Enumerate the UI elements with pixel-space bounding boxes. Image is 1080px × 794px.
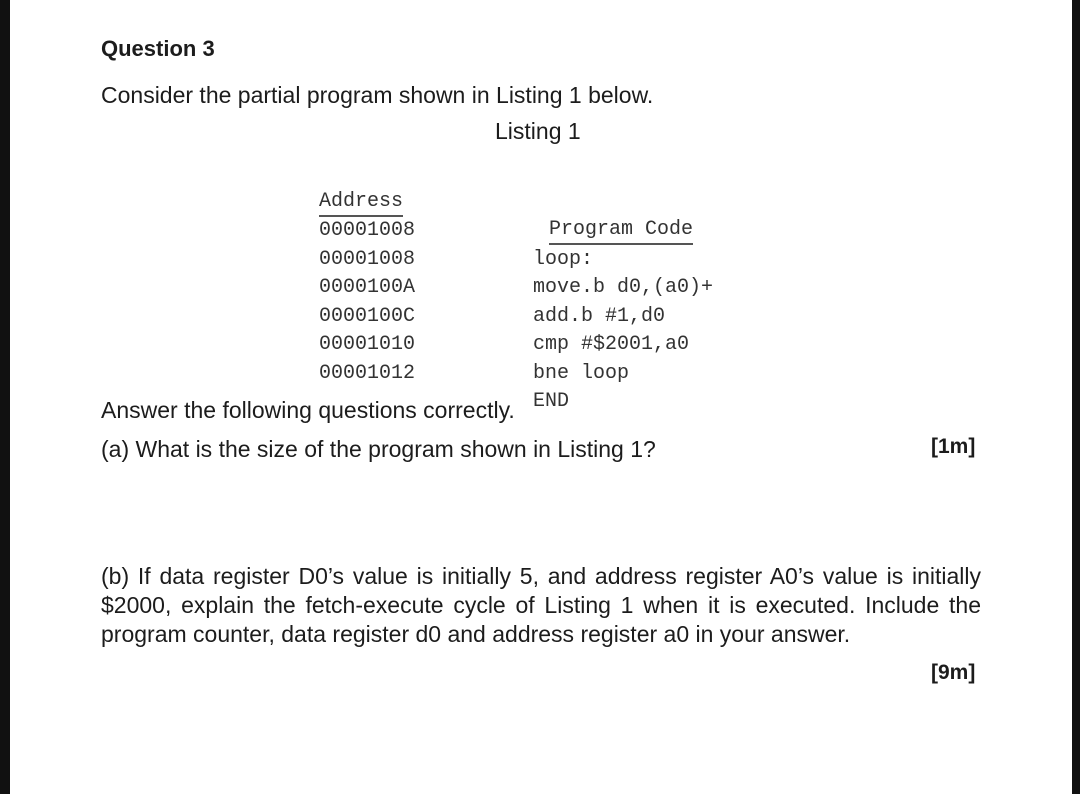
program-code-column-header: Program Code xyxy=(549,217,693,245)
listing-address: 00001008 xyxy=(319,219,416,242)
listing-address: 0000100C xyxy=(319,304,416,328)
answers-intro: Answer the following questions correctly. xyxy=(101,397,515,423)
question-a-marks: [1m] xyxy=(931,435,976,458)
question-b-text: (b) If data register D0’s value is initially 5, and address register A0’s value is initially $2000, explain the fetch-execute cycle of Listing 1 when it is executed. Include the program counter, data register d0 and address register a0 in your answer. xyxy=(101,563,981,647)
listing-address: 0000100A xyxy=(319,276,416,299)
listing-code: loop: xyxy=(533,247,594,271)
listing-code: cmp #$2001,a0 xyxy=(533,333,690,356)
listing-row xyxy=(319,331,570,413)
listing-caption: Listing 1 xyxy=(495,118,581,144)
document-page xyxy=(10,0,1072,794)
listing-code: END xyxy=(533,390,570,413)
listing-address: 00001008 xyxy=(319,247,416,271)
listing-code: add.b #1,d0 xyxy=(533,304,666,328)
listing-address: 00001012 xyxy=(319,361,416,385)
code-listing xyxy=(319,160,714,413)
question-b-marks: [9m] xyxy=(931,661,976,684)
question-a-text: (a) What is the size of the program shown in Listing 1? xyxy=(101,436,656,462)
address-column-header: Address xyxy=(319,189,403,217)
listing-address: 00001010 xyxy=(319,333,416,356)
listing-code: move.b d0,(a0)+ xyxy=(533,276,714,299)
question-intro: Consider the partial program shown in Listing 1 below. xyxy=(101,82,654,108)
listing-row xyxy=(319,189,594,271)
question-heading: Question 3 xyxy=(101,36,215,61)
listing-code: bne loop xyxy=(533,361,630,385)
